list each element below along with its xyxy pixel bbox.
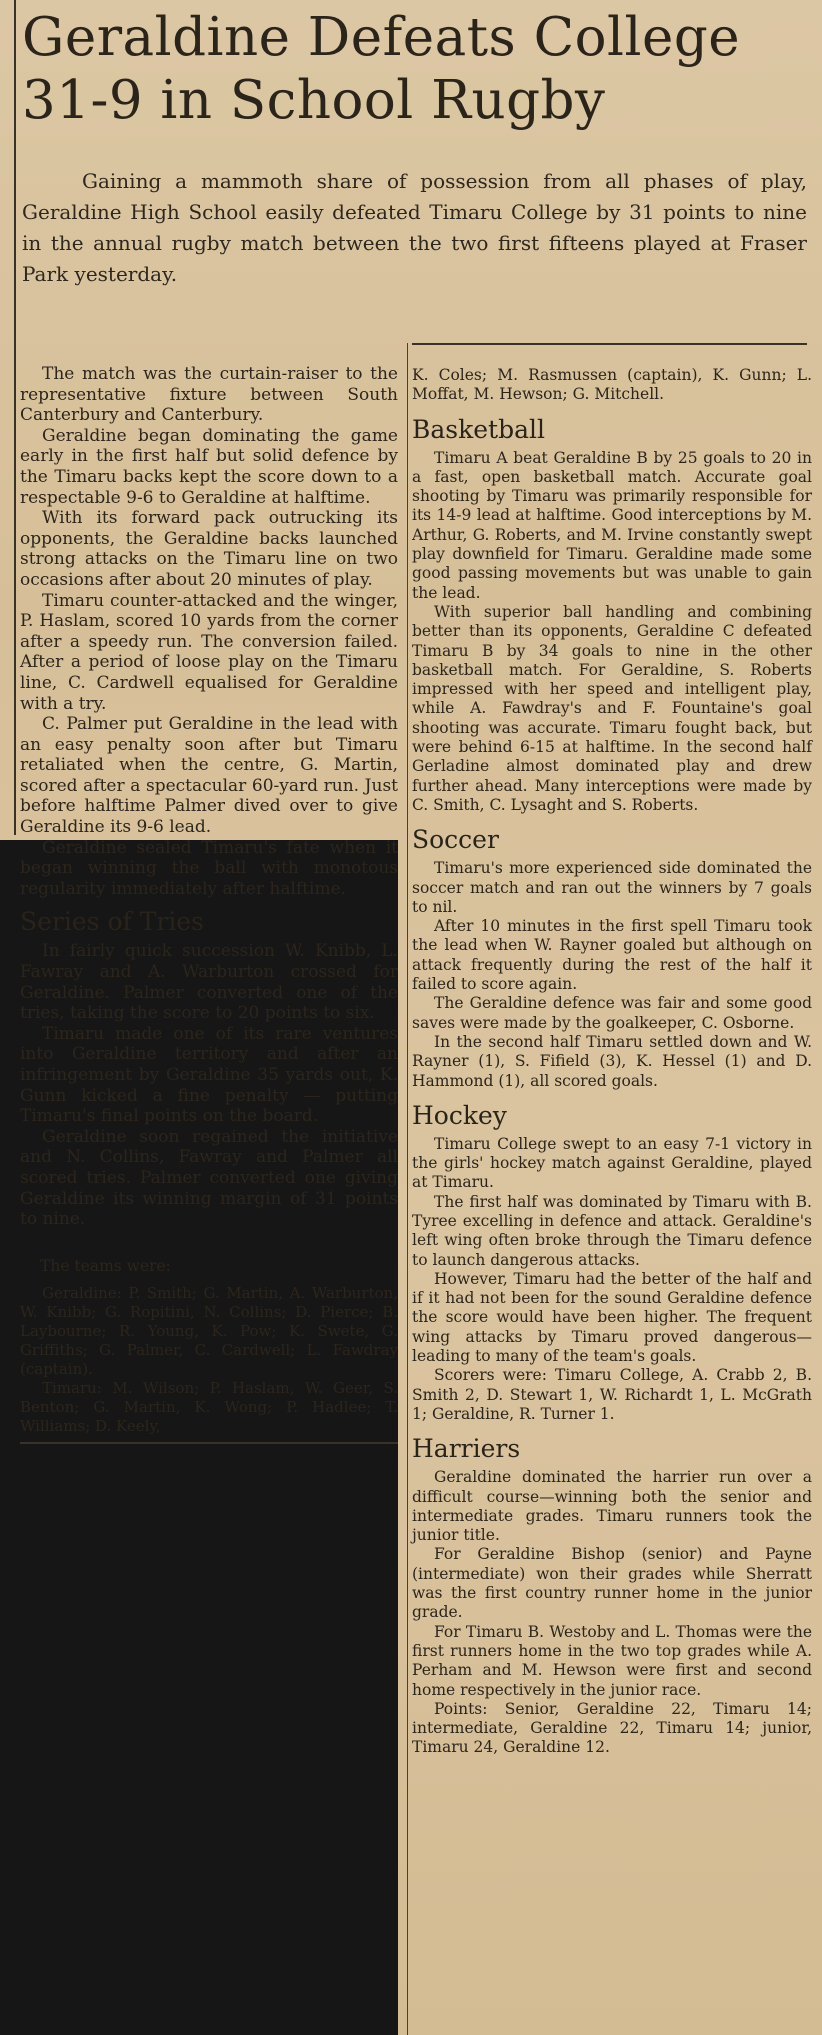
subheading-basketball: Basketball [412, 414, 545, 444]
rugby-paragraph: Geraldine sealed Timaru's fate when it began winning the ball with monotous regularity immediately after halftime. [20, 837, 398, 899]
subheading-series-of-tries: Series of Tries [20, 907, 204, 937]
rugby-paragraph: Timaru made one of its rare ventures into Geraldine territory and after an infringement by Geraldine 35 yards out, K. Gunn kicked a fine penalty — putting Timaru's final points on the board. [20, 1023, 398, 1127]
harriers-paragraph: For Geraldine Bishop (senior) and Payne (intermediate) won their grades while Sherratt was the first country runner home in the junior grade. [412, 1545, 812, 1622]
team-timaru-continued: K. Coles; M. Rasmussen (captain), K. Gunn; L. Moffat, M. Hewson; G. Mitchell. [412, 366, 812, 404]
soccer-paragraph: In the second half Timaru settled down and W. Rayner (1), S. Fifield (3), K. Hessel (1) and D. Hammond (1), all scored goals. [412, 1032, 812, 1090]
harriers-paragraph: Geraldine dominated the harrier run over a difficult course—winning both the senior and intermediate grades. Timaru runners took the junior title. [412, 1468, 812, 1545]
subheading-soccer: Soccer [412, 825, 499, 855]
team-timaru: Timaru: M. Wilson; P. Haslam, W. Geer, S. Benton; G. Martin, K. Wong; P. Hadlee; T. Williams; D. Keely, [20, 1379, 398, 1436]
harriers-paragraph: Points: Senior, Geraldine 22, Timaru 14; intermediate, Geraldine 22, Timaru 14; junior, Timaru 24, Geraldine 12. [412, 1699, 812, 1757]
rugby-paragraph: Geraldine soon regained the initiative and N. Collins, Fawray and Palmer all scored tries. Palmer converted one giving Geraldine its winning margin of 31 points to nine. [20, 1126, 398, 1230]
right-column [412, 366, 812, 1758]
basketball-paragraph: With superior ball handling and combining better than its opponents, Geraldine C defeated Timaru B by 34 goals to nine in the other basketball match. For Geraldine, S. Roberts impressed with her speed and intelligent play, while A. Fawdray's and F. Fountaine's goal shooting was accurate. Timaru fought back, but were behind 6-15 at halftime. In the second half Gerladine almost dominated play and drew further ahead. Many interceptions were made by C. Smith, C. Lysaght and S. Roberts. [412, 602, 812, 814]
rugby-paragraph: Geraldine began dominating the game early in the first half but solid defence by the Timaru backs kept the score down to a respectable 9-6 to Geraldine at halftime. [20, 425, 398, 508]
rugby-paragraph: C. Palmer put Geraldine in the lead with an easy penalty soon after but Timaru retaliated when the centre, G. Martin, scored after a spectacular 60-yard run. Just before halftime Palmer dived over to give Geraldine its 9-6 lead. [20, 714, 398, 838]
basketball-paragraph: Timaru A beat Geraldine B by 25 goals to 20 in a fast, open basketball match. Accurate goal shooting by Timaru was primarily responsible for its 14-9 lead at halftime. Good interceptions by M. Arthur, G. Roberts, and M. Irvine constantly swept play downfield for Timaru. Geraldine made some good passing movements but was unable to gain the lead. [412, 448, 812, 602]
rugby-paragraph: In fairly quick succession W. Knibb, L. Fawray and A. Warburton crossed for Geraldine. Palmer converted one of the tries, taking the score to 20 points to six. [20, 941, 398, 1024]
subheading-hockey: Hockey [412, 1100, 507, 1130]
hockey-paragraph: However, Timaru had the better of the half and if it had not been for the sound Geraldine defence the score would have been higher. The frequent wing attacks by Timaru proved dangerous—leading to many of the team's goals. [412, 1269, 812, 1366]
left-column [20, 364, 398, 1444]
team-geraldine: Geraldine: P. Smith; G. Martin, A. Warburton, W. Knibb; G. Ropitini, N. Collins; D. Pierce; B. Laybourne; R. Young, K. Pow; K. Swete, G. Griffiths; G. Palmer, C. Cardwell; L. Fawdray (captain). [20, 1284, 398, 1379]
soccer-paragraph: After 10 minutes in the first spell Timaru took the lead when W. Rayner goaled but although on attack frequently during the rest of the half it failed to score again. [412, 917, 812, 994]
harriers-paragraph: For Timaru B. Westoby and L. Thomas were the first runners home in the two top grades while A. Perham and M. Hewson were first and second home respectively in the junior race. [412, 1622, 812, 1699]
hockey-paragraph: Timaru College swept to an easy 7-1 victory in the girls' hockey match against Geraldine, played at Timaru. [412, 1134, 812, 1192]
intro-paragraph: Gaining a mammoth share of possession from all phases of play, Geraldine High School easily defeated Timaru College by 31 points to nine in the annual rugby match between the two first fifteens played at Fraser Park yesterday. [22, 169, 807, 286]
hockey-paragraph: Scorers were: Timaru College, A. Crabb 2, B. Smith 2, D. Stewart 1, W. Richardt 1, L. McGrath 1; Geraldine, R. Turner 1. [412, 1366, 812, 1423]
teams-list [20, 1284, 398, 1436]
rugby-paragraph: With its forward pack outrucking its opponents, the Geraldine backs launched strong attacks on the Timaru line on two occasions after about 20 minutes of play. [20, 508, 398, 590]
column-divider [407, 343, 408, 2035]
rugby-paragraph: The match was the curtain-raiser to the representative fixture between South Canterbury and Canterbury. [20, 364, 398, 426]
rugby-paragraph: Timaru counter-attacked and the winger, P. Haslam, scored 10 yards from the corner after a speedy run. The conversion failed. After a period of loose play on the Timaru line, C. Cardwell equalised for Geraldine with a try. [20, 590, 398, 714]
left-border-rule [14, 0, 16, 835]
hockey-paragraph: The first half was dominated by Timaru with B. Tyree excelling in defence and attack. Geraldine's left wing often broke through the Timaru defence to launch dangerous attacks. [412, 1192, 812, 1269]
column-top-rule [412, 343, 807, 345]
soccer-paragraph: The Geraldine defence was fair and some good saves were made by the goalkeeper, C. Osborne. [412, 994, 812, 1032]
headline: Geraldine Defeats College 31-9 in School Rugby [22, 7, 741, 131]
soccer-paragraph: Timaru's more experienced side dominated the soccer match and ran out the winners by 7 goals to nil. [412, 859, 812, 916]
subheading-harriers: Harriers [412, 1434, 521, 1464]
teams-label: The teams were: [40, 1256, 171, 1275]
column-end-rule [20, 1442, 398, 1444]
